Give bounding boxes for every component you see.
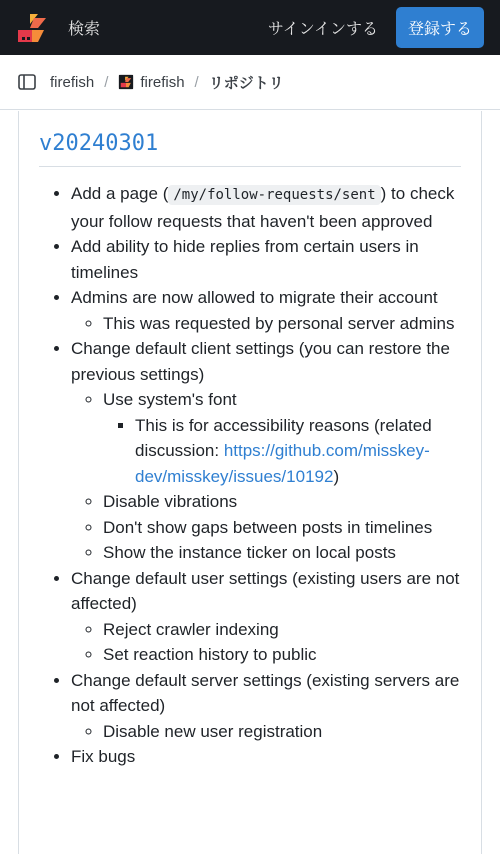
list-item bbox=[103, 387, 461, 489]
sub-list bbox=[71, 311, 461, 337]
release-notes-list bbox=[39, 181, 461, 770]
list-item-text: Change default server settings (existing servers are not affected) bbox=[71, 670, 460, 715]
breadcrumb-current: リポジトリ bbox=[208, 74, 284, 92]
sub-list bbox=[103, 413, 461, 490]
list-item: • Add ability to hide replies from certain users in timelines bbox=[71, 234, 461, 285]
list-item-text: Use system's font bbox=[103, 390, 237, 409]
list-item bbox=[71, 668, 461, 745]
top-navbar bbox=[0, 0, 500, 55]
register-button[interactable]: 登録する bbox=[396, 7, 484, 48]
breadcrumb bbox=[0, 55, 500, 110]
release-card bbox=[18, 111, 482, 854]
sidebar-toggle-icon[interactable] bbox=[18, 74, 36, 90]
list-item: ◦ Set reaction history to public bbox=[103, 642, 461, 668]
list-item-text: ) to check your follow requests that haven't been approved bbox=[71, 184, 455, 231]
breadcrumb-repo[interactable]: firefish bbox=[140, 73, 185, 91]
list-item: ◦ Reject crawler indexing bbox=[103, 617, 461, 643]
sub-list bbox=[71, 387, 461, 566]
sub-list bbox=[71, 719, 461, 745]
list-item bbox=[71, 181, 461, 234]
list-item bbox=[71, 336, 461, 566]
list-item-text: Change default user settings (existing users are not affected) bbox=[71, 568, 460, 613]
list-item-text: Change default client settings (you can restore the previous settings) bbox=[71, 339, 450, 384]
breadcrumb-separator: / bbox=[104, 73, 109, 91]
list-item bbox=[135, 413, 461, 490]
list-item-text: Add a page ( bbox=[71, 184, 169, 203]
search-link[interactable]: 検索 bbox=[68, 21, 101, 38]
repo-avatar-icon bbox=[118, 74, 134, 90]
list-item: ◦ This was requested by personal server admins bbox=[103, 311, 461, 337]
list-item: ◦ Show the instance ticker on local posts bbox=[103, 540, 461, 566]
list-item-text: This is for accessibility reasons (related discussion: bbox=[135, 415, 432, 460]
breadcrumb-owner[interactable]: firefish bbox=[50, 73, 95, 91]
list-item: ◦ Don't show gaps between posts in timelines bbox=[103, 515, 461, 541]
list-item: ◦ Disable vibrations bbox=[103, 489, 461, 515]
list-item bbox=[71, 285, 461, 336]
breadcrumb-separator: / bbox=[194, 73, 199, 91]
release-version-title[interactable]: v20240301 bbox=[39, 123, 461, 167]
sub-list bbox=[71, 617, 461, 668]
release-content bbox=[19, 111, 481, 770]
signin-link[interactable]: サインインする bbox=[267, 21, 378, 38]
firefish-logo-icon[interactable] bbox=[16, 12, 48, 44]
inline-code: /my/follow-requests/sent bbox=[168, 185, 380, 205]
list-item-text: Admins are now allowed to migrate their account bbox=[71, 288, 438, 307]
list-item: ◦ Disable new user registration bbox=[103, 719, 461, 745]
issue-link[interactable]: https://github.com/misskey-dev/misskey/issues/10192 bbox=[135, 441, 430, 486]
list-item bbox=[71, 566, 461, 668]
list-item: • Fix bugs bbox=[71, 744, 461, 770]
list-item-text: ) bbox=[333, 466, 340, 486]
